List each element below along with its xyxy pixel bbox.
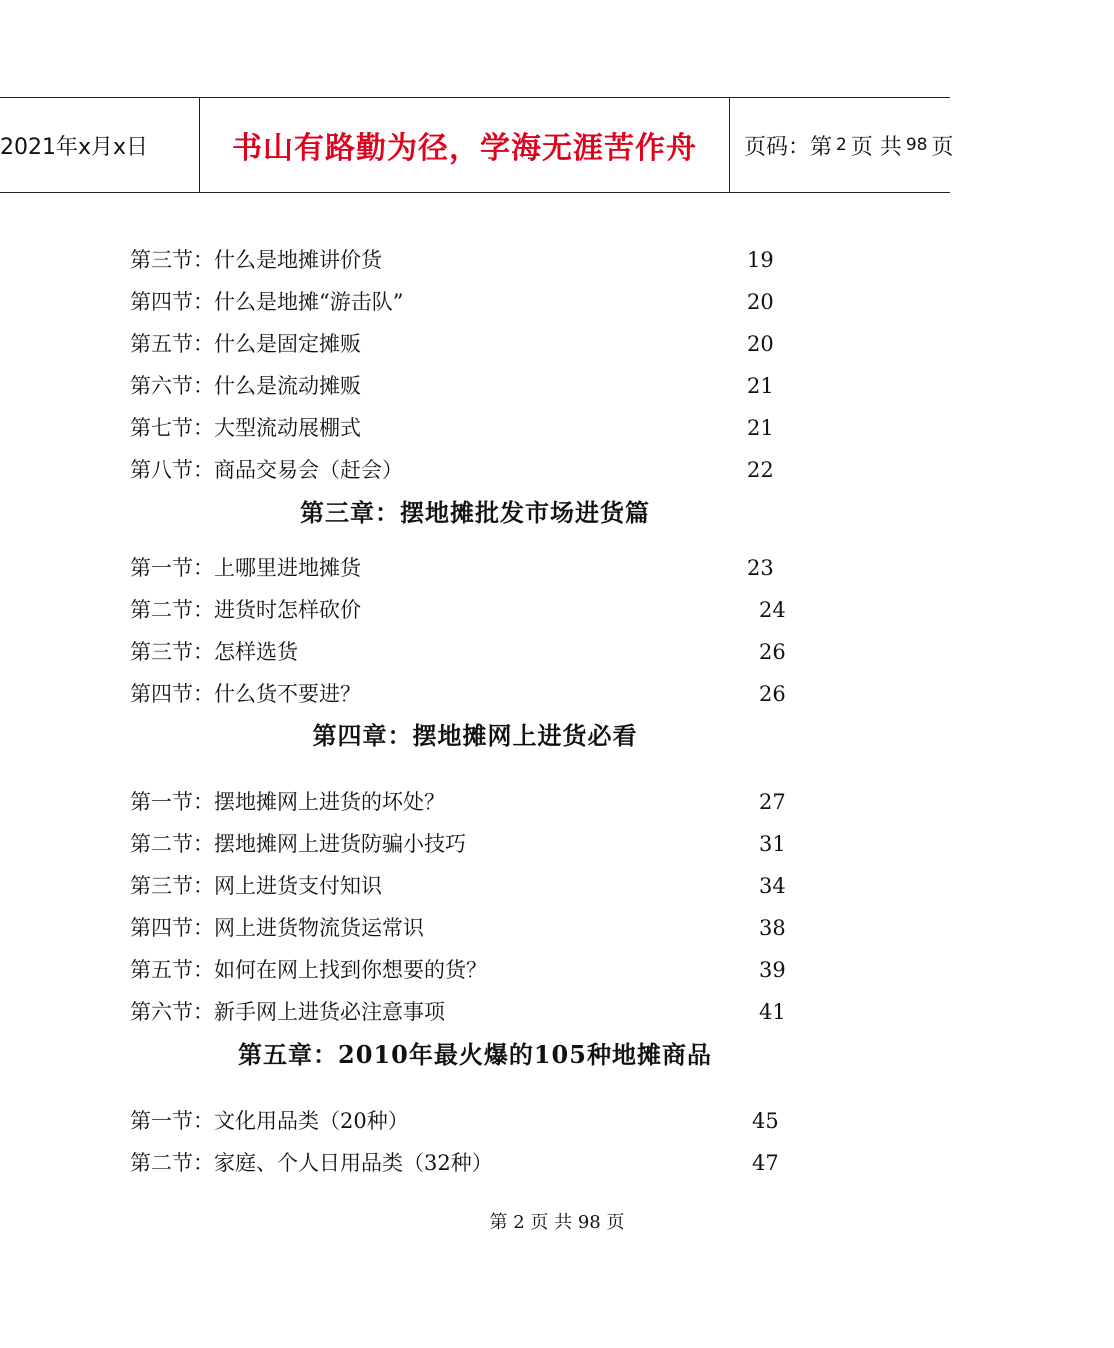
toc-entry[interactable] xyxy=(130,955,790,985)
toc-entry-page: 21 xyxy=(747,374,774,398)
chapter-heading: 第五章：2010年最火爆的105种地摊商品 xyxy=(238,1040,712,1069)
toc-entry-label: 第四节：什么货不要进？ xyxy=(130,682,361,706)
header-page-total: 98 xyxy=(905,135,928,155)
toc-entry-label: 第二节：家庭、个人日用品类（32种） xyxy=(130,1151,493,1175)
toc-entry-label: 第二节：进货时怎样砍价 xyxy=(130,598,361,622)
toc-entry-label: 第五节：如何在网上找到你想要的货？ xyxy=(130,958,487,982)
toc-entry-label: 第五节：什么是固定摊贩 xyxy=(130,332,361,356)
chapter-heading: 第三章：摆地摊批发市场进货篇 xyxy=(300,498,650,527)
toc-entry[interactable] xyxy=(130,679,790,709)
toc-entry[interactable] xyxy=(130,595,790,625)
toc-entry-label: 第四节：网上进货物流货运常识 xyxy=(130,916,424,940)
toc-entry-page: 22 xyxy=(747,458,774,482)
toc-entry-label: 第三节：网上进货支付知识 xyxy=(130,874,382,898)
toc-entry[interactable] xyxy=(130,787,790,817)
header-date: 2021年x月x日 xyxy=(0,98,200,192)
toc-entry[interactable] xyxy=(130,829,790,859)
toc-entry-page: 26 xyxy=(759,640,786,664)
toc-entry-page: 31 xyxy=(759,832,786,856)
toc-entry-page: 23 xyxy=(747,556,774,580)
toc-entry-label: 第七节：大型流动展棚式 xyxy=(130,416,361,440)
toc-entry-label: 第六节：新手网上进货必注意事项 xyxy=(130,1000,445,1024)
toc-entry[interactable] xyxy=(130,1148,790,1178)
toc-entry-page: 34 xyxy=(759,874,786,898)
toc-entry-label: 第三节：什么是地摊讲价货 xyxy=(130,248,382,272)
toc-entry-label: 第三节：怎样选货 xyxy=(130,640,298,664)
toc-entry[interactable] xyxy=(130,1106,790,1136)
toc-entry-page: 20 xyxy=(747,332,774,356)
toc-entry-page: 41 xyxy=(759,1000,786,1024)
header-page-num: 2 xyxy=(836,135,847,155)
toc-entry-page: 19 xyxy=(747,248,774,272)
toc-entry-label: 第一节：上哪里进地摊货 xyxy=(130,556,361,580)
toc-entry[interactable] xyxy=(130,413,790,443)
toc-entry-label: 第八节：商品交易会（赶会） xyxy=(130,458,403,482)
toc-entry[interactable] xyxy=(130,245,790,275)
toc-entry[interactable] xyxy=(130,329,790,359)
toc-entry-label: 第一节：摆地摊网上进货的坏处？ xyxy=(130,790,445,814)
toc-entry-page: 20 xyxy=(747,290,774,314)
toc-entry[interactable] xyxy=(130,287,790,317)
toc-entry[interactable] xyxy=(130,637,790,667)
header-motto: 书山有路勤为径，学海无涯苦作舟 xyxy=(200,98,730,192)
toc-entry-page: 27 xyxy=(759,790,786,814)
toc-entry[interactable] xyxy=(130,997,790,1027)
toc-entry[interactable] xyxy=(130,371,790,401)
toc-entry[interactable] xyxy=(130,455,790,485)
toc-entry-page: 26 xyxy=(759,682,786,706)
toc-entry-page: 47 xyxy=(752,1151,779,1175)
toc-entry-page: 38 xyxy=(759,916,786,940)
toc-entry-label: 第六节：什么是流动摊贩 xyxy=(130,374,361,398)
toc-entry-page: 21 xyxy=(747,416,774,440)
header-page-prefix: 页码：第 xyxy=(744,134,833,160)
page-footer: 第 2 页 共 98 页 xyxy=(489,1212,625,1233)
toc-entry-label: 第四节：什么是地摊“游击队” xyxy=(130,290,404,314)
toc-entry-page: 39 xyxy=(759,958,786,982)
toc-entry[interactable] xyxy=(130,553,790,583)
toc-entry-page: 24 xyxy=(759,598,786,622)
chapter-heading: 第四章：摆地摊网上进货必看 xyxy=(312,721,638,750)
toc-entry[interactable] xyxy=(130,913,790,943)
toc-entry-page: 45 xyxy=(752,1109,779,1133)
header-page-mid: 页 共 xyxy=(850,134,902,160)
toc-entry-label: 第一节：文化用品类（20种） xyxy=(130,1109,409,1133)
toc-entry-label: 第二节：摆地摊网上进货防骗小技巧 xyxy=(130,832,466,856)
toc-entry[interactable] xyxy=(130,871,790,901)
header-page-suffix: 页 xyxy=(931,134,954,160)
